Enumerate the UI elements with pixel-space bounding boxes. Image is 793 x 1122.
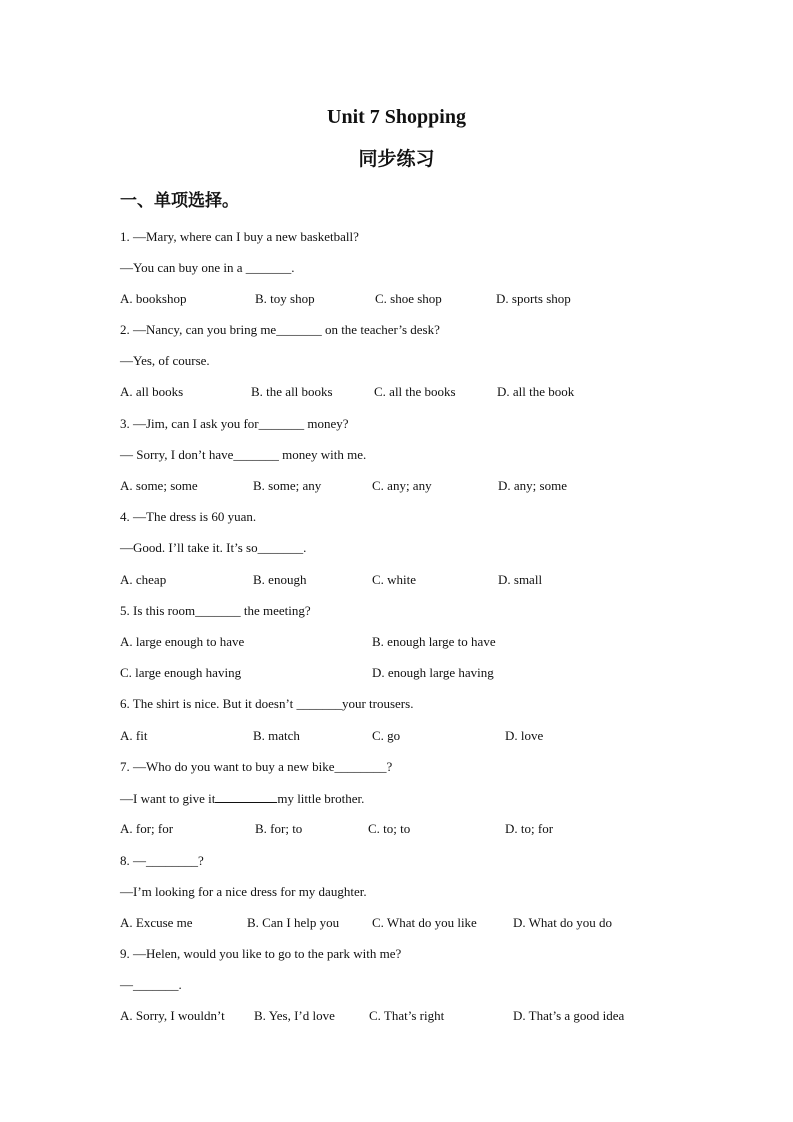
q1-option-b: B. toy shop	[255, 291, 315, 306]
document-title: Unit 7 Shopping	[327, 106, 466, 128]
document-subtitle: 同步练习	[358, 148, 435, 170]
q5-option-b: B. enough large to have	[372, 634, 496, 649]
q1-option-a: A. bookshop	[120, 291, 187, 306]
q4-option-d: D. small	[498, 572, 543, 587]
q1-option-c: C. shoe shop	[375, 291, 442, 306]
q3-option-d: D. any; some	[498, 478, 567, 493]
question-3-stem: 3. —Jim, can I ask you for_______ money?	[120, 416, 349, 431]
q1-option-d: D. sports shop	[496, 291, 571, 306]
q6-option-c: C. go	[372, 728, 401, 743]
q5-option-d: D. enough large having	[372, 665, 494, 680]
q8-option-a: A. Excuse me	[120, 915, 193, 930]
q7-option-a: A. for; for	[120, 821, 174, 836]
q3-option-b: B. some; any	[253, 478, 322, 493]
question-9-stem: 9. —Helen, would you like to go to the park with me?	[120, 946, 402, 961]
question-9-response: —_______.	[120, 977, 182, 992]
question-1-response: —You can buy one in a _______.	[120, 260, 295, 275]
q7-option-c: C. to; to	[368, 821, 411, 836]
q6-option-b: B. match	[253, 728, 300, 743]
question-7-response-start: —I want to give it	[120, 791, 216, 806]
section-heading: 一、单项选择。	[120, 191, 239, 211]
q2-option-a: A. all books	[120, 384, 184, 399]
q5-option-c: C. large enough having	[120, 665, 242, 680]
question-7-response-end: my little brother.	[277, 791, 365, 806]
q8-option-c: C. What do you like	[372, 915, 477, 930]
q9-option-a: A. Sorry, I wouldn’t	[120, 1008, 225, 1023]
question-8-stem: 8. —________?	[120, 853, 204, 868]
question-8-response: —I’m looking for a nice dress for my daughter.	[120, 884, 367, 899]
q5-option-a: A. large enough to have	[120, 634, 245, 649]
q7-option-d: D. to; for	[505, 821, 554, 836]
question-3-response: — Sorry, I don’t have_______ money with me.	[120, 447, 367, 462]
q9-option-c: C. That’s right	[369, 1008, 445, 1023]
question-2-stem: 2. —Nancy, can you bring me_______ on the teacher’s desk?	[120, 322, 440, 337]
q2-option-d: D. all the book	[497, 384, 575, 399]
q3-option-a: A. some; some	[120, 478, 198, 493]
answer-blank	[215, 790, 277, 803]
q7-option-b: B. for; to	[255, 821, 303, 836]
question-4-stem: 4. —The dress is 60 yuan.	[120, 509, 257, 524]
q9-option-d: D. That’s a good idea	[513, 1008, 625, 1023]
q2-option-b: B. the all books	[251, 384, 333, 399]
q2-option-c: C. all the books	[374, 384, 456, 399]
q6-option-d: D. love	[505, 728, 544, 743]
q8-option-d: D. What do you do	[513, 915, 613, 930]
question-1-stem: 1. —Mary, where can I buy a new basketball?	[120, 229, 359, 244]
q4-option-a: A. cheap	[120, 572, 167, 587]
q9-option-b: B. Yes, I’d love	[254, 1008, 335, 1023]
q3-option-c: C. any; any	[372, 478, 432, 493]
question-5-stem: 5. Is this room_______ the meeting?	[120, 603, 311, 618]
question-4-response: —Good. I’ll take it. It’s so_______.	[120, 540, 307, 555]
q6-option-a: A. fit	[120, 728, 148, 743]
q4-option-b: B. enough	[253, 572, 307, 587]
question-7-response	[120, 790, 364, 807]
q8-option-b: B. Can I help you	[247, 915, 340, 930]
question-2-response: —Yes, of course.	[120, 353, 210, 368]
question-6-stem: 6. The shirt is nice. But it doesn’t _______your trousers.	[120, 696, 414, 711]
question-7-stem: 7. —Who do you want to buy a new bike________?	[120, 759, 393, 774]
q4-option-c: C. white	[372, 572, 417, 587]
